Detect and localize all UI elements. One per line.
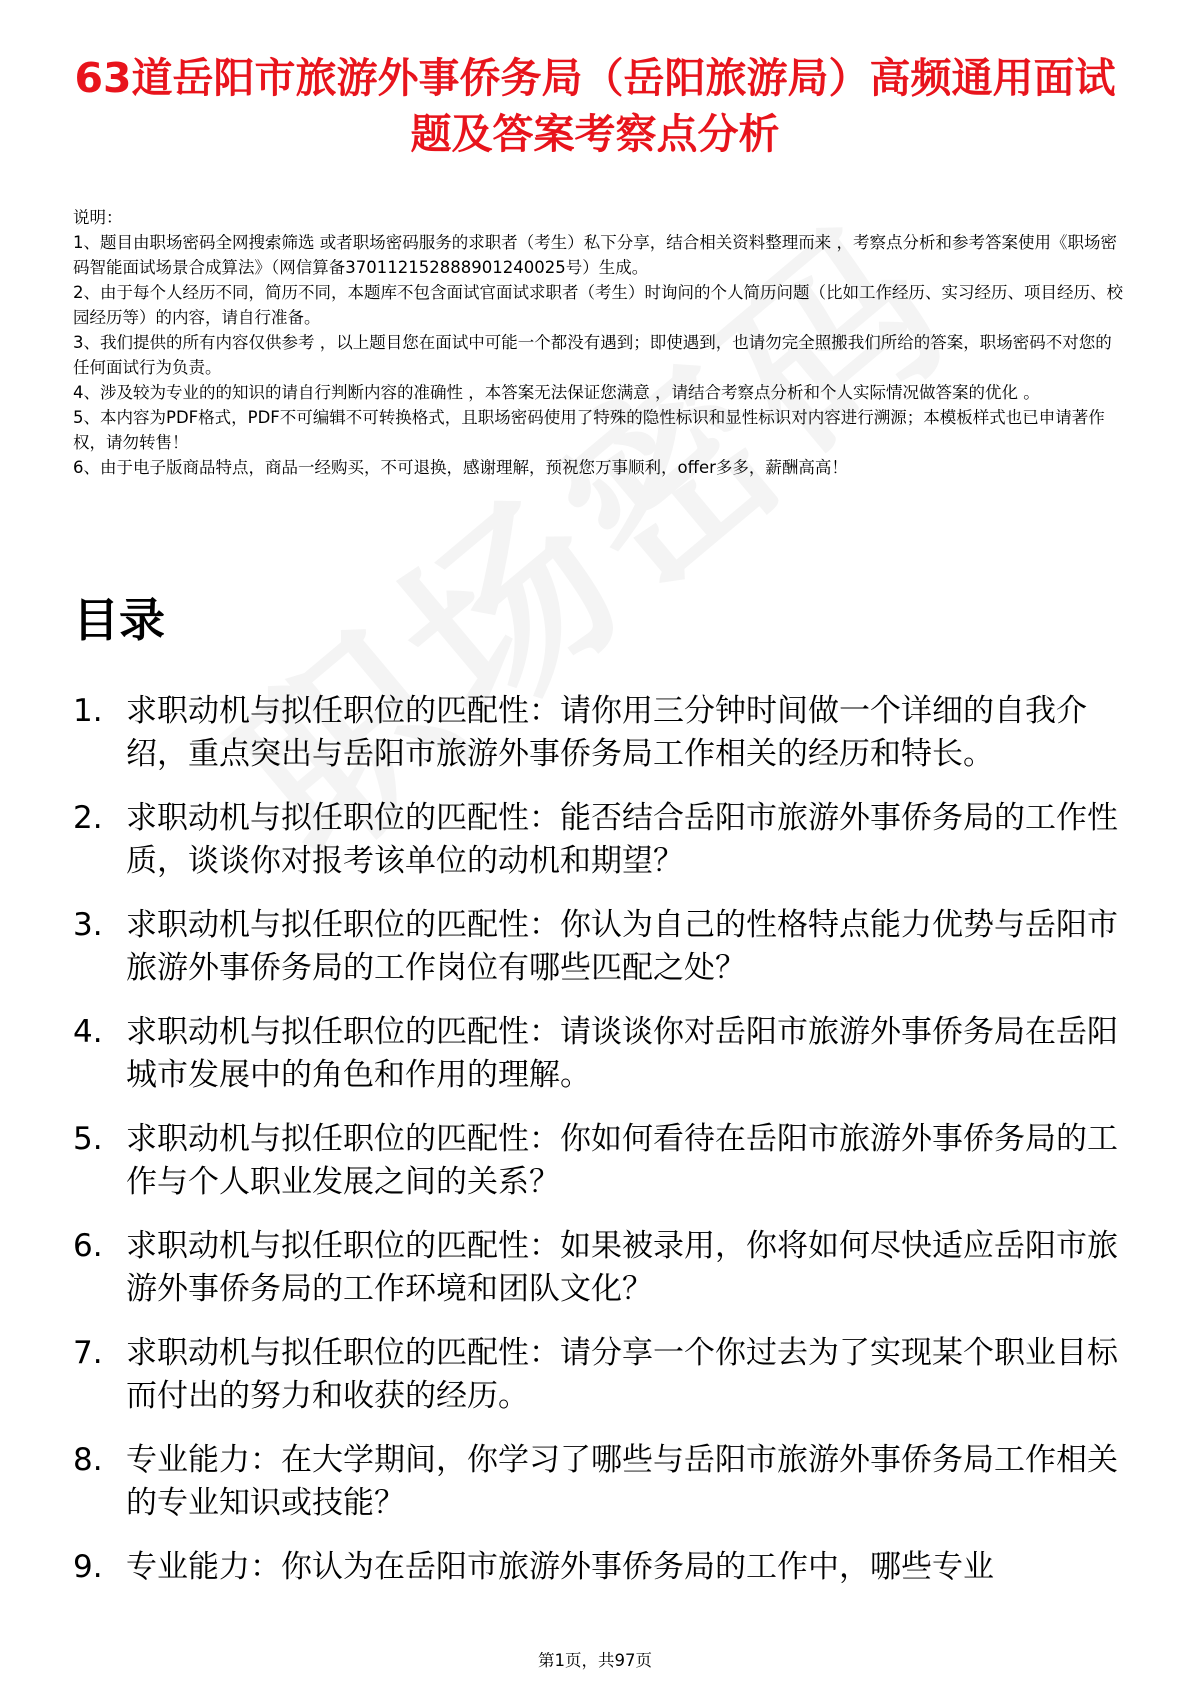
page-number: 第1页，共97页: [538, 1651, 652, 1670]
toc-item-number: 6.: [73, 1228, 103, 1264]
toc-item[interactable]: [73, 1118, 1123, 1204]
toc-item-number: 4.: [73, 1014, 103, 1050]
toc-item-text: 求职动机与拟任职位的匹配性：如果被录用，你将如何尽快适应岳阳市旅游外事侨务局的工作环境和团队文化？: [126, 1228, 1118, 1307]
toc-item-text: 专业能力：在大学期间，你学习了哪些与岳阳市旅游外事侨务局工作相关的专业知识或技能？: [126, 1442, 1118, 1521]
note-item: 2、由于每个人经历不同，简历不同，本题库不包含面试官面试求职者（考生）时询问的个人简历问题（比如工作经历、实习经历、项目经历、校园经历等）的内容，请自行准备。: [73, 283, 1123, 327]
toc-item-number: 9.: [73, 1549, 103, 1585]
toc-item[interactable]: [73, 797, 1123, 883]
toc-heading: 目录: [73, 593, 165, 647]
note-item: 3、我们提供的所有内容仅供参考 ，以上题目您在面试中可能一个都没有遇到；即使遇到，也请勿完全照搬我们所给的答案，职场密码不对您的任何面试行为负责。: [73, 333, 1112, 377]
toc-list: [73, 690, 1123, 1610]
toc-item-number: 5.: [73, 1121, 103, 1157]
toc-item-text: 求职动机与拟任职位的匹配性：你如何看待在岳阳市旅游外事侨务局的工作与个人职业发展之间的关系？: [126, 1121, 1118, 1200]
notes-section: [73, 205, 1123, 480]
toc-item[interactable]: [73, 1546, 1123, 1589]
toc-item-number: 8.: [73, 1442, 103, 1478]
toc-item-text: 求职动机与拟任职位的匹配性：请分享一个你过去为了实现某个职业目标而付出的努力和收获的经历。: [126, 1335, 1118, 1414]
toc-item-text: 求职动机与拟任职位的匹配性：请谈谈你对岳阳市旅游外事侨务局在岳阳城市发展中的角色和作用的理解。: [126, 1014, 1118, 1093]
toc-item-text: 求职动机与拟任职位的匹配性：你认为自己的性格特点能力优势与岳阳市旅游外事侨务局的工作岗位有哪些匹配之处？: [126, 907, 1118, 986]
note-item: 4、涉及较为专业的的知识的请自行判断内容的准确性 ，本答案无法保证您满意 ，请结合考察点分析和个人实际情况做答案的优化 。: [73, 383, 1040, 402]
toc-item-text: 专业能力：你认为在岳阳市旅游外事侨务局的工作中，哪些专业: [126, 1549, 994, 1585]
toc-item[interactable]: [73, 1011, 1123, 1097]
toc-item-number: 1.: [73, 693, 103, 729]
document-title: 63道岳阳市旅游外事侨务局（岳阳旅游局）高频通用面试题及答案考察点分析: [74, 54, 1116, 158]
notes-heading: 说明：: [73, 208, 123, 227]
toc-item-number: 7.: [73, 1335, 103, 1371]
toc-item[interactable]: [73, 1439, 1123, 1525]
note-item: 5、本内容为PDF格式，PDF不可编辑不可转换格式，且职场密码使用了特殊的隐性标识和显性标识对内容进行溯源；本模板样式也已申请著作权，请勿转售！: [73, 408, 1105, 452]
toc-item[interactable]: [73, 690, 1123, 776]
toc-item[interactable]: [73, 1332, 1123, 1418]
note-item: 6、由于电子版商品特点，商品一经购买，不可退换，感谢理解，预祝您万事顺利，offer多多，薪酬高高！: [73, 458, 848, 477]
toc-item[interactable]: [73, 1225, 1123, 1311]
toc-item[interactable]: [73, 904, 1123, 990]
note-item: 1、题目由职场密码全网搜索筛选 或者职场密码服务的求职者（考生）私下分享，结合相关资料整理而来 ，考察点分析和参考答案使用《职场密码智能面试场景合成算法》（网信算备370112152888901240025号）生成。: [73, 233, 1117, 277]
toc-item-text: 求职动机与拟任职位的匹配性：请你用三分钟时间做一个详细的自我介绍，重点突出与岳阳市旅游外事侨务局工作相关的经历和特长。: [126, 693, 1087, 772]
toc-item-number: 2.: [73, 800, 103, 836]
toc-item-number: 3.: [73, 907, 103, 943]
toc-item-text: 求职动机与拟任职位的匹配性：能否结合岳阳市旅游外事侨务局的工作性质，谈谈你对报考该单位的动机和期望？: [126, 800, 1118, 879]
